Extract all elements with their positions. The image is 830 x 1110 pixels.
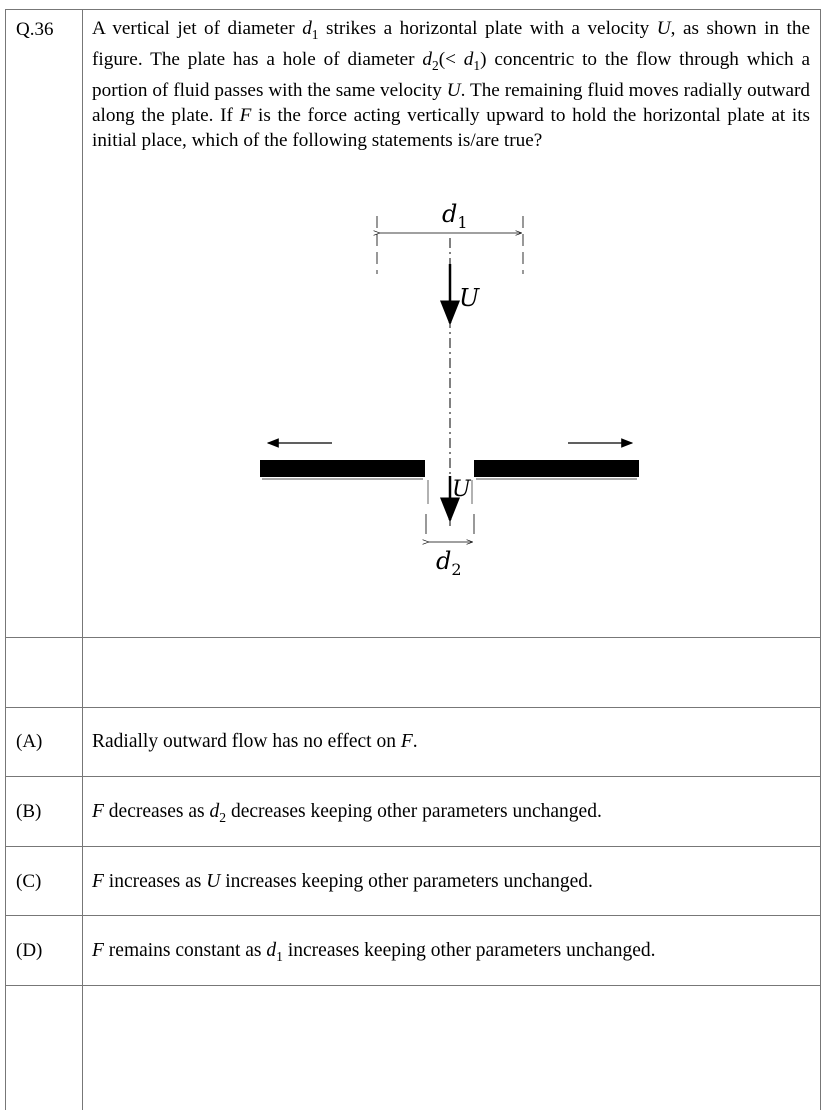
row-divider	[6, 707, 820, 708]
left-plate	[260, 460, 425, 477]
option-d-label[interactable]: (D)	[16, 940, 43, 961]
right-plate	[474, 460, 639, 477]
row-divider	[6, 846, 820, 847]
d1-label: $d_1$	[442, 200, 468, 232]
u-top-label: U	[459, 284, 480, 312]
d2-label: $d_2$	[436, 547, 462, 579]
u-bottom-label: U	[452, 477, 471, 502]
option-b-label[interactable]: (B)	[16, 801, 42, 822]
option-b-text[interactable]: F decreases as $d_2$ decreases keeping other parameters unchanged.	[92, 801, 602, 825]
row-divider	[6, 637, 820, 638]
option-c-label[interactable]: (C)	[16, 871, 42, 892]
column-divider	[82, 10, 83, 1110]
row-divider	[6, 985, 820, 986]
option-a-text[interactable]: Radially outward flow has no effect on F.	[92, 731, 418, 752]
question-number: Q.36	[16, 19, 54, 40]
row-divider	[6, 776, 820, 777]
jet-plate-figure	[250, 186, 650, 596]
question-text: A vertical jet of diameter $d_1$ strikes a horizontal plate with a velocity U, as shown in the figure. The plate has a hole of diameter $d_2(< d_1)$ concentric to the flow through which a portion of fluid passes with the same velocity U. The remaining fluid moves radially outward along the plate. If F is the force acting vertically upward to hold the horizontal plate at its initial place, which of the following statements is/are true?	[92, 18, 810, 151]
option-c-text[interactable]: F increases as U increases keeping other parameters unchanged.	[92, 871, 593, 892]
option-d-text[interactable]: F remains constant as $d_1$ increases keeping other parameters unchanged.	[92, 940, 656, 964]
option-a-label[interactable]: (A)	[16, 731, 43, 752]
row-divider	[6, 915, 820, 916]
